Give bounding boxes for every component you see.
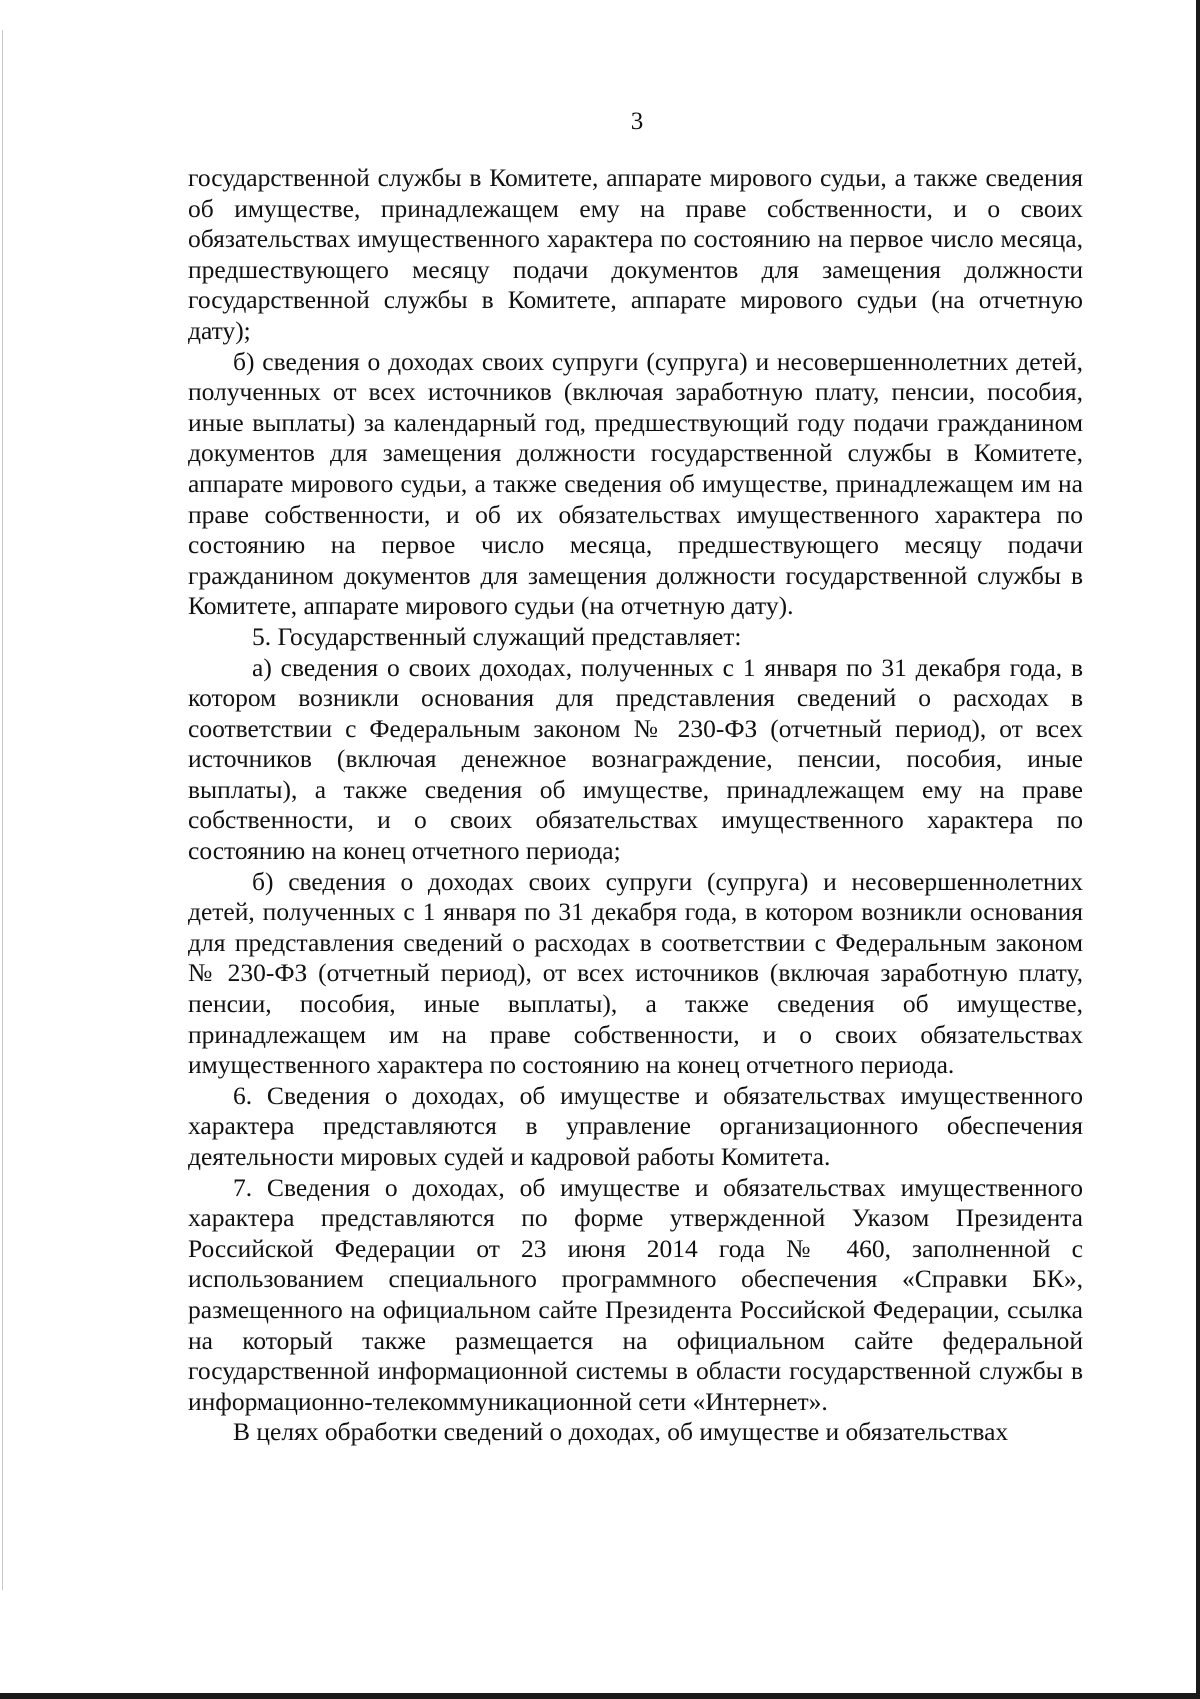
paragraph-processing: В целях обработки сведений о доходах, об имуществе и обязательствах: [233, 1417, 1009, 1447]
paragraph-continuation: государственной службы в Комитете, аппарате мирового судьи, а также сведения об имуществе, принадлежащем ему на праве собственности, и о своих обязательствах имущественного характера по состоянию на первое число месяца, предшествующего месяцу подачи документов для замещения должности государственной службы в Комитете, аппарате мирового судьи (на отчетную дату);: [188, 163, 1083, 345]
paragraph-4b: б) сведения о доходах своих супруги (супруга) и несовершеннолетних детей, полученных от всех источников (включая заработную плату, пенсии, пособия, иные выплаты) за календарный год, предшествующий году подачи гражданином документов для замещения должности государственной службы в Комитете, аппарате мирового судьи, а также сведения об имуществе, принадлежащем им на праве собственности, и об их обязательствах имущественного характера по состоянию на первое число месяца, предшествующего месяцу подачи гражданином документов для замещения должности государственной службы в Комитете, аппарате мирового судьи (на отчетную дату).: [188, 346, 1083, 621]
document-body: [188, 163, 1083, 1448]
paragraph-5-heading: 5. Государственный служащий представляет:: [252, 621, 742, 651]
paragraph-6: 6. Сведения о доходах, об имуществе и обязательствах имущественного характера представляются в управление организационного обеспечения деятельности мировых судей и кадровой работы Комитета.: [188, 1080, 1083, 1171]
scan-edge-bottom: [0, 1693, 1200, 1699]
scan-edge-left: [2, 30, 3, 1590]
scan-edge-right: [1196, 0, 1200, 1699]
page-number: 3: [630, 108, 644, 135]
paragraph-7: 7. Сведения о доходах, об имуществе и обязательствах имущественного характера представляются по форме утвержденной Указом Президента Российской Федерации от 23 июня 2014 года № 460, заполненной с использованием специального программного обеспечения «Справки БК», размещенного на официальном сайте Президента Российской Федерации, ссылка на который также размещается на официальном сайте федеральной государственной информационной системы в области государственной службы в информационно-телекоммуникационной сети «Интернет».: [188, 1172, 1083, 1416]
paragraph-5b: б) сведения о доходах своих супруги (супруга) и несовершеннолетних детей, полученных с 1 января по 31 декабря года, в котором возникли основания для представления сведений о расходах в соответствии с Федеральным законом № 230-ФЗ (отчетный период), от всех источников (включая заработную плату, пенсии, пособия, иные выплаты), а также сведения об имуществе, принадлежащем им на праве собственности, и о своих обязательствах имущественного характера по состоянию на конец отчетного периода.: [188, 866, 1083, 1080]
paragraph-5a: а) сведения о своих доходах, полученных с 1 января по 31 декабря года, в котором возникли основания для представления сведений о расходах в соответствии с Федеральным законом № 230-ФЗ (отчетный период), от всех источников (включая денежное вознаграждение, пенсии, пособия, иные выплаты), а также сведения об имуществе, принадлежащем ему на праве собственности, и о своих обязательствах имущественного характера по состоянию на конец отчетного периода;: [188, 652, 1083, 866]
